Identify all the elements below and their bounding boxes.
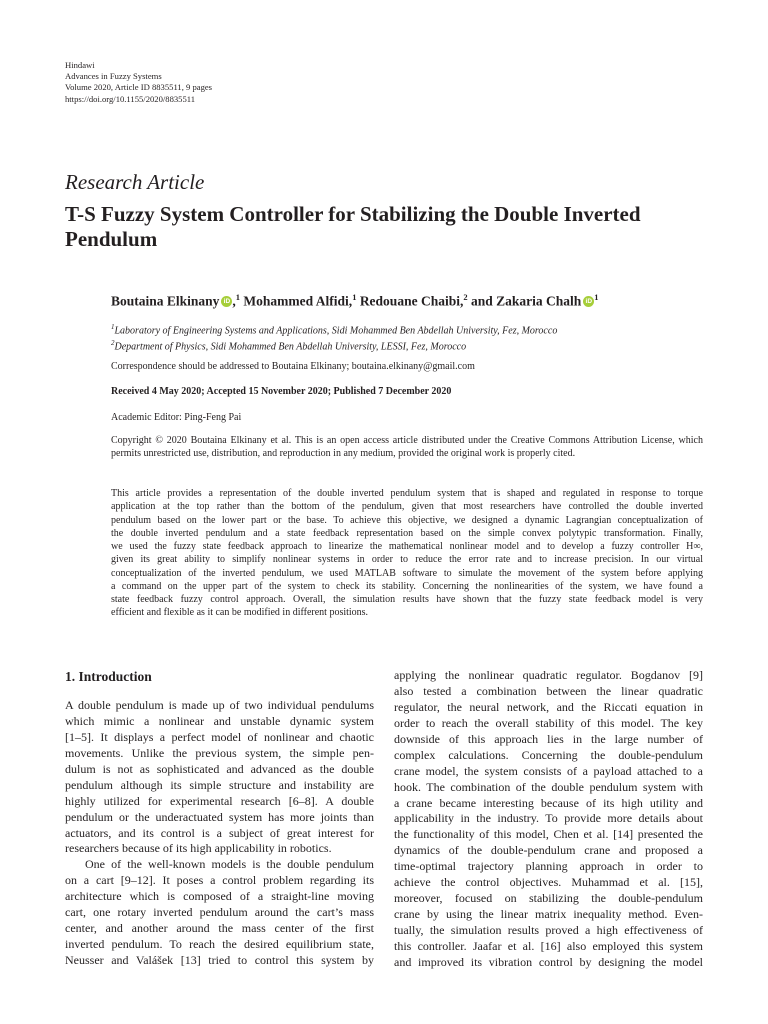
text-line: [1–5]. It displays a perfect model of nonlinear and chaotic [65, 729, 374, 744]
text-line: actuators, and its control is a subject of great interest for [65, 825, 374, 840]
affiliation-marker: 1 [594, 292, 599, 302]
abstract-line: efficient and flexible as it can be modified in different positions. [111, 607, 369, 619]
text-line: a crane became interesting because of its high utility and [394, 795, 703, 810]
publication-dates: Received 4 May 2020; Accepted 15 November 2020; Published 7 December 2020 [111, 386, 452, 397]
affiliation-number: 1 [111, 323, 115, 331]
abstract [111, 487, 703, 620]
text-line: center, and another around the mass center of the first [65, 921, 374, 936]
journal-name: Advances in Fuzzy Systems [65, 71, 162, 82]
affiliation [111, 337, 557, 353]
abstract-line: given its great ability to simplify nonlinear systems in order to reduce the error rate and to increase precision. In our virtual [111, 554, 703, 566]
affiliation-marker: 2 [463, 292, 468, 302]
left-column [65, 698, 374, 969]
text-line: moreover, focused on stabilizing the double-pendulum [394, 891, 703, 906]
author-list: Boutaina Elkinany iD ,$^1$ Mohammed Alfidi,$^1$ Redouane Chaibi,$^2$ and Zakaria Chalh iD $^1$ [111, 292, 599, 309]
affiliations [111, 321, 557, 354]
text-line: Neusser and Valášek [13] tried to control this system by [65, 953, 374, 967]
abstract-line: pendulum based on the lower part or the base. To achieve this objective, we designed a dynamic Lagrangian conceptualization of [111, 514, 703, 526]
abstract-line: conceptualization of the inverted pendulum, we used MATLAB software to simulate the movement of the system before applying [111, 567, 703, 579]
correspondence: Correspondence should be addressed to Boutaina Elkinany; boutaina.elkinany@gmail.com [111, 361, 475, 372]
text-line: architecture which is composed of a straight-line moving [65, 889, 374, 904]
affiliation-text: Department of Physics, Sidi Mohammed Ben Abdellah University, LESSI, Fez, Morocco [114, 341, 467, 353]
right-column [394, 668, 703, 971]
text-line: this controller. Jaafar et al. [16] also employed this system [394, 938, 703, 953]
author-name: Mohammed Alfidi, [243, 293, 353, 309]
text-line: order to reach the overall stability of this model. The key [394, 715, 703, 730]
abstract-line: This article provides a representation of the double inverted pendulum system that is shaped and regulated in response to torque [111, 488, 703, 499]
affiliation [111, 321, 557, 337]
article-title: T-S Fuzzy System Controller for Stabilizing the Double Inverted Pendulum [65, 202, 641, 251]
author-name: Redouane Chaibi, [359, 293, 464, 309]
abstract-line: we used the fuzzy state feedback approach to linearize the mathematical nonlinear model and to develop a fuzzy controller H∞, [111, 541, 703, 552]
text-line: which mimic a nonlinear and unstable dynamic system [65, 713, 374, 728]
orcid-icon[interactable]: iD [221, 296, 232, 307]
text-line: on a cart [9–12]. It poses a control problem regarding its [65, 873, 374, 888]
text-line: regulator, the neural network, and the Riccati equation in [394, 699, 703, 714]
text-line: also tested a combination between the linear quadratic [394, 683, 703, 698]
text-line: pendulum although its simple structure and instability are [65, 777, 374, 792]
text-line: pendulum or the underactuated system has more joints than [65, 809, 374, 824]
academic-editor: Academic Editor: Ping-Feng Pai [111, 412, 242, 423]
affiliation-text: Laboratory of Engineering Systems and Applications, Sidi Mohammed Ben Abdellah University, Fez, Morocco [114, 325, 558, 337]
text-line: hook. The combination of the double pendulum system with [394, 779, 703, 794]
text-line: inverted pendulum. To reach the desired equilibrium state, [65, 937, 374, 952]
text-line: the functionality of this model, Chen et al. [14] presented the [394, 827, 703, 842]
copyright-notice: Copyright © 2020 Boutaina Elkinany et al. This is an open access article distributed under the Creative Commons Attribution License, which permits unrestricted use, distribution, and reproduction in any medium, provided the original work is properly cited. [111, 435, 703, 460]
text-line: One of the well-known models is the double pendulum [85, 857, 374, 872]
section-heading: 1. Introduction [65, 669, 152, 684]
article-type: Research Article [65, 170, 205, 194]
doi-link[interactable]: https://doi.org/10.1155/2020/8835511 [65, 93, 196, 104]
abstract-line: the double inverted pendulum and a state feedback representation based on the simple convex polytypic transformation. Finally, [111, 527, 703, 539]
volume-info: Volume 2020, Article ID 8835511, 9 pages [65, 82, 213, 93]
publisher-name: Hindawi [65, 60, 95, 70]
abstract-line: a command on the upper part of the system to check its stability. Concerning the nonlinearities of the system, we have found a [111, 580, 703, 592]
affiliation-marker: 1 [235, 292, 241, 302]
text-line: time-optimal trajectory planning approach in order to [394, 859, 703, 874]
affiliation-number: 2 [111, 339, 115, 348]
author-name: and Zakaria Chalh [470, 293, 582, 309]
text-line: researchers because of its high applicability in robotics. [65, 841, 332, 856]
text-line: downside of this approach lies in the large number of [394, 731, 703, 746]
text-line: cart, one rotary inverted pendulum around the cart’s mass [65, 905, 374, 920]
text-line: tually, the simulation results proved a high effectiveness of [394, 923, 703, 937]
abstract-line: state feedback fuzzy control approach. Overall, the simulation results have shown that the fuzzy state feedback model is very [111, 594, 703, 605]
text-line: movements. Unlike the previous system, the simple pen- [65, 745, 374, 760]
text-line: applicability in the industry. To provide more details about [394, 811, 703, 826]
text-line: crane model, the system consists of a payload attached to a [394, 763, 703, 778]
author-name: Boutaina Elkinany [111, 293, 220, 309]
affiliation-marker: 1 [352, 292, 357, 302]
abstract-line: application at the top rather than the bottom of the pendulum, given that most researchers have controlled the double inverted [111, 501, 703, 513]
text-line: A double pendulum is made up of two individual pendulums [65, 698, 374, 712]
text-line: achieve the control objectives. Muhammad et al. [15], [394, 875, 703, 890]
text-line: and improved its vibration control by designing the model [394, 954, 703, 969]
orcid-icon[interactable]: iD [583, 296, 594, 307]
text-line: highly utilized for experimental research [6–8]. A double [65, 793, 374, 808]
text-line: dulum is not as sophisticated and advanced as the double [65, 761, 374, 776]
text-line: dynamics of the double-pendulum crane and proposed a [394, 843, 703, 858]
text-line: crane by using the linear matrix inequality method. Even- [394, 907, 703, 922]
journal-header [65, 60, 212, 105]
text-line: complex calculations. Concerning the double-pendulum [394, 747, 703, 762]
text-line: applying the nonlinear quadratic regulator. Bogdanov [9] [394, 668, 703, 682]
